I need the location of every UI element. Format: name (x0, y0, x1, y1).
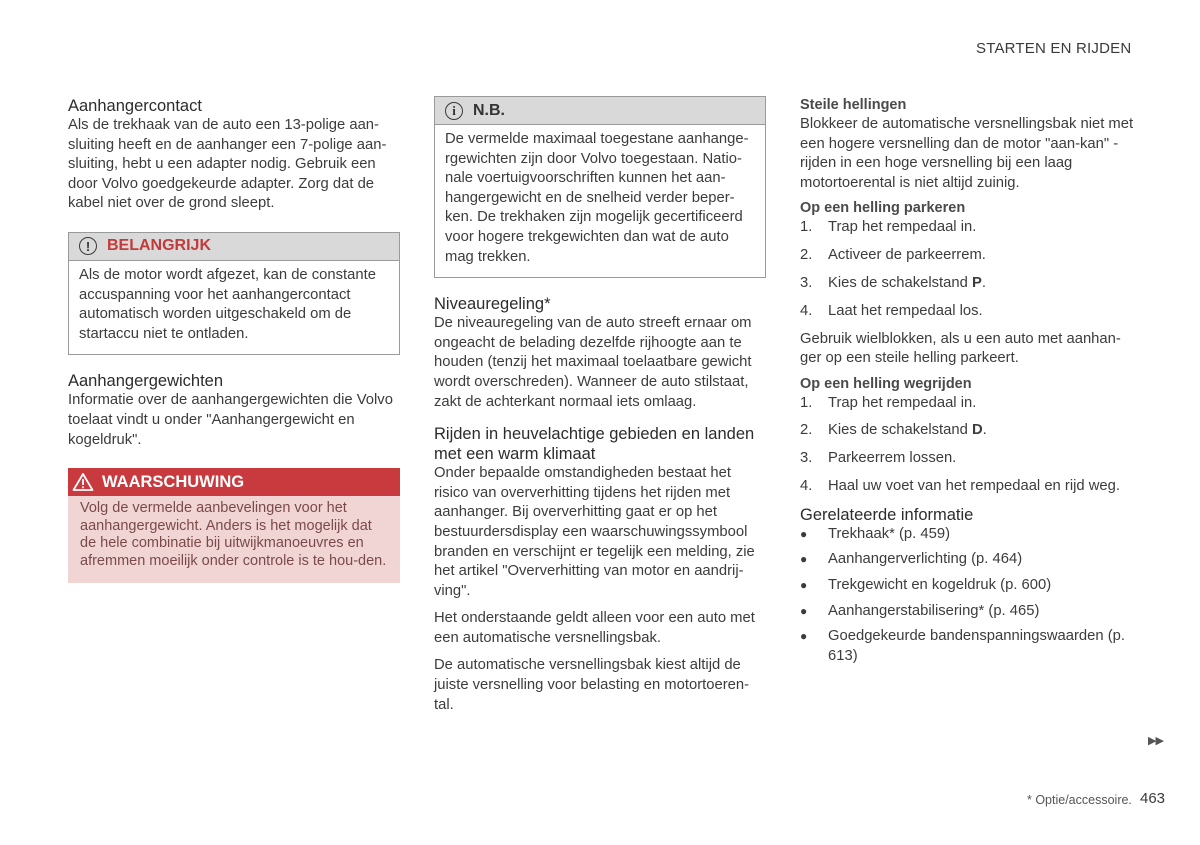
note-header (435, 97, 765, 125)
exclamation-icon: ! (79, 237, 97, 255)
step-number: 4. (800, 302, 813, 319)
column-middle (434, 96, 766, 715)
step-item (800, 449, 1140, 469)
note-box (434, 96, 766, 278)
next-page-arrows-icon: ▶▶ (1148, 735, 1163, 747)
important-box (68, 232, 400, 355)
bullet-icon: ● (800, 603, 808, 618)
column-left (68, 96, 400, 583)
step-item (800, 274, 1140, 294)
related-link-item[interactable] (800, 576, 1140, 596)
bullet-icon: ● (800, 552, 808, 567)
step-text (828, 302, 983, 322)
step-number: 1. (800, 219, 813, 236)
paragraph: Informatie over de aanhangergewichten die Volvo toelaat vindt u onder "Aanhangergewicht en kogeldruk". (68, 392, 393, 448)
related-link-text[interactable]: Trekhaak* (p. 459) (828, 525, 950, 542)
related-link-item[interactable] (800, 627, 1140, 666)
warning-header (68, 468, 400, 496)
heading-steile-hellingen: Steile hellingen (800, 97, 907, 113)
related-link-item[interactable] (800, 550, 1140, 570)
important-header (69, 233, 399, 261)
step-text: Kies de schakelstand D. (828, 422, 987, 439)
step-text: Kies de schakelstand P. (828, 274, 986, 291)
footnote: * Optie/accessoire. (1027, 793, 1132, 807)
bullet-icon: ● (800, 578, 808, 592)
step-label: Trap het rempedaal in. (828, 219, 977, 236)
gear-position: D (971, 422, 983, 439)
step-number: 2. (800, 247, 813, 264)
step-item (800, 218, 1140, 238)
step-item (800, 302, 1140, 322)
step-label: Laat het rempedaal los. (828, 302, 983, 319)
step-number: 3. (800, 274, 813, 291)
step-number: 1. (800, 394, 813, 411)
step-item (800, 394, 1140, 414)
step-text (828, 246, 986, 266)
park-steps-list (800, 218, 1140, 321)
step-label: Activeer de parkeerrem. (828, 247, 986, 264)
related-link-text[interactable]: Trekgewicht en kogeldruk (p. 600) (828, 577, 1052, 593)
warning-box (68, 468, 400, 582)
heading-aanhangercontact: Aanhangercontact (68, 97, 202, 115)
bullet-icon: ● (800, 526, 808, 541)
paragraph: Het onderstaande geldt alleen voor een auto met een automatische versnellingsbak. (434, 610, 755, 646)
step-text (828, 449, 956, 469)
drive-steps-list (800, 394, 1140, 497)
important-title: BELANGRIJK (107, 237, 212, 255)
paragraph: De automatische versnellingsbak kiest altijd de juiste versnelling voor belasting en motortoeren-tal. (434, 657, 750, 713)
related-link-text[interactable]: Aanhangerstabilisering* (p. 465) (828, 602, 1040, 619)
step-text (828, 218, 976, 238)
related-link-text[interactable]: Goedgekeurde bandenspanningswaarden (p. 613) (828, 628, 1125, 664)
paragraph: Als de trekhaak van de auto een 13-polige aan-sluiting heeft en de aanhanger een 7-polige aan-sluiting, hebt u een adapter nodig. Gebruik een door Volvo goedgekeurde adapter. Zorg dat de kabel niet over de grond sleept. (68, 117, 387, 212)
step-item (800, 421, 1140, 441)
step-label: Kies de schakelstand (828, 274, 972, 291)
paragraph: Onder bepaalde omstandigheden bestaat het risico van oververhitting tijdens het rijden met aanhanger. Bij oververhitting gaat er op het bestuurdersdisplay een waarschuwingssymbool branden en verschijnt er tegelijk een melding, zie het artikel "Oververhitting van motor en aandrij-ving". (434, 465, 755, 599)
related-link-item[interactable] (800, 602, 1140, 622)
info-icon: i (445, 102, 463, 120)
step-label: Kies de schakelstand (828, 422, 972, 439)
important-text: Als de motor wordt afgezet, kan de constante accuspanning voor het aanhangercontact automatisch worden uitgeschakeld om de startaccu niet te ontladen. (79, 266, 376, 342)
step-number: 3. (800, 450, 813, 467)
warning-triangle-icon (72, 472, 94, 492)
step-item (800, 246, 1140, 266)
heading-helling-parkeren: Op een helling parkeren (800, 200, 966, 217)
heading-niveauregeling: Niveauregeling* (434, 295, 551, 314)
step-number: 4. (800, 478, 813, 495)
paragraph: Gebruik wielblokken, als u een auto met aanhan-ger op een steile helling parkeert. (800, 330, 1121, 367)
warning-title: WAARSCHUWING (102, 472, 245, 491)
bullet-icon: ● (800, 629, 808, 644)
note-title: N.B. (473, 101, 505, 119)
related-link-text[interactable]: Aanhangerverlichting (p. 464) (828, 551, 1023, 568)
related-link-item[interactable] (800, 525, 1140, 545)
step-number: 2. (800, 422, 813, 439)
step-label: Parkeerrem lossen. (828, 450, 957, 467)
step-text (828, 477, 1120, 497)
step-label: Trap het rempedaal in. (828, 394, 977, 411)
step-item (800, 477, 1140, 497)
step-label: Haal uw voet van het rempedaal en rijd weg. (828, 478, 1120, 495)
gear-position: P (971, 274, 982, 291)
related-links-list (800, 525, 1140, 667)
column-right (800, 96, 1140, 672)
heading-aanhangergewichten: Aanhangergewichten (68, 372, 224, 391)
page-number: 463 (1140, 790, 1166, 807)
heading-gerelateerde-informatie: Gerelateerde informatie (800, 505, 974, 524)
warning-text: Volg de vermelde aanbevelingen voor het aanhangergewicht. Anders is het mogelijk dat de hele combinatie bij uitwijkmanoeuvres en afremmen moeilijk onder controle is te hou-den. (80, 500, 387, 569)
note-text: De vermelde maximaal toegestane aanhange-rgewichten zijn door Volvo toegestaan. Natio-nale voertuigvoorschriften kunnen het aan-hangergewicht en de snelheid verder beper-ken. De trekhaken zijn mogelijk gecertificeerd voor hogere trekgewichten dan wat de auto mag trekken. (445, 131, 749, 265)
section-header: STARTEN EN RIJDEN (976, 40, 1132, 57)
paragraph: De niveauregeling van de auto streeft ernaar om ongeacht de belading dezelfde rijhoogte aan te houden (tenzij het maximaal toelaatbare gewicht wordt overschreden). Wanneer de auto stilstaat, zakt de achterkant normaal iets omlaag. (434, 315, 752, 410)
step-text (828, 394, 976, 414)
heading-helling-wegrijden: Op een helling wegrijden (800, 375, 972, 392)
paragraph: Blokkeer de automatische versnellingsbak niet met een hogere versnelling dan de motor "aan-kan" - rijden in een hoge versnelling bij een laag motortoerental is niet altijd zuinig. (800, 116, 1134, 191)
heading-heuvelachtige-gebieden: Rijden in heuvelachtige gebieden en landen met een warm klimaat (434, 425, 755, 464)
